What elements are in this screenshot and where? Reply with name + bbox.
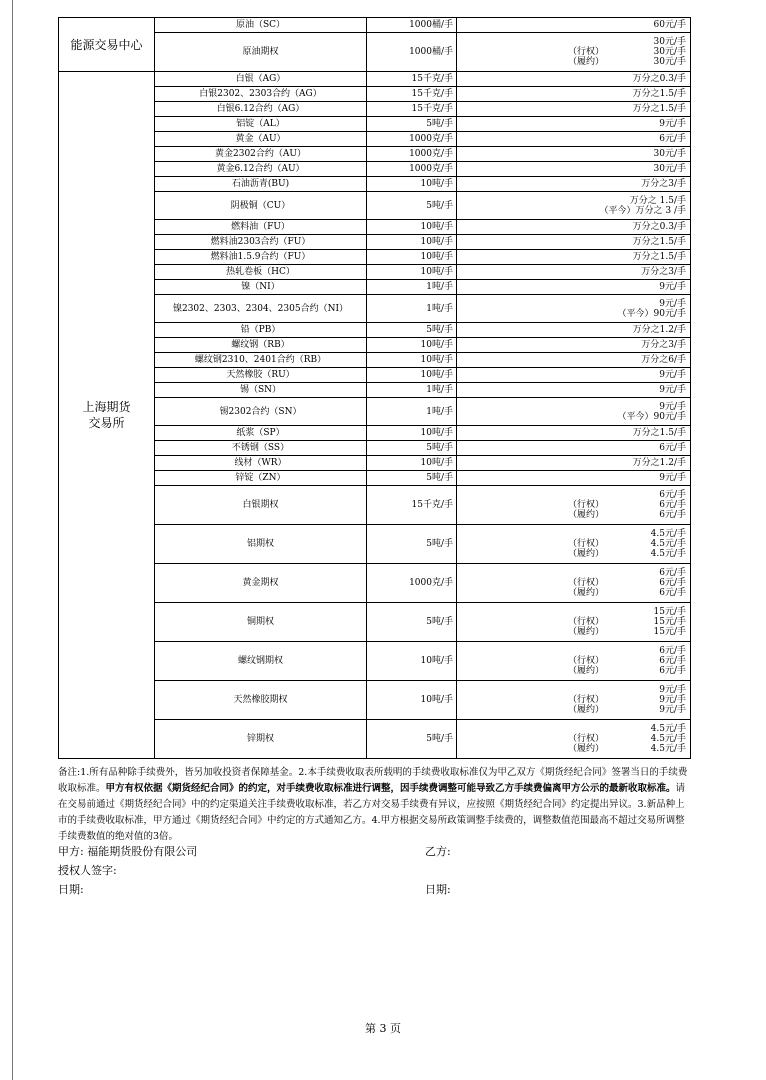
fee-cell <box>457 525 691 564</box>
trading-unit: 5吨/手 <box>367 603 457 642</box>
fee-cell <box>457 564 691 603</box>
trading-unit: 10吨/手 <box>367 338 457 353</box>
fee-cell <box>457 220 691 235</box>
fee-cell <box>457 426 691 441</box>
trading-unit: 15千克/手 <box>367 87 457 102</box>
trading-unit: 1000桶/手 <box>367 33 457 72</box>
fee-table <box>58 17 691 759</box>
product-name: 螺纹钢（RB） <box>155 338 367 353</box>
fee-value: 万分之1.2/手 <box>632 458 686 468</box>
fee-value: 4.5元/手 <box>650 529 686 539</box>
fee-line <box>460 666 686 676</box>
fee-value: 9元/手 <box>659 370 686 380</box>
page-margin-line <box>12 0 13 1080</box>
trading-unit: 10吨/手 <box>367 353 457 368</box>
fee-value: 万分之1.5/手 <box>632 428 686 438</box>
fee-line <box>460 402 686 412</box>
fee-line <box>460 695 686 705</box>
trading-unit: 1000克/手 <box>367 147 457 162</box>
date-b: 日期: <box>425 883 451 896</box>
trading-unit: 1000克/手 <box>367 162 457 177</box>
product-name: 铅（PB） <box>155 323 367 338</box>
fee-tag: （行权） <box>568 617 605 627</box>
fee-value: 9元/手 <box>659 473 686 483</box>
fee-tag: （履约） <box>568 666 605 676</box>
fee-tag: （行权） <box>568 656 605 666</box>
fee-line <box>460 734 686 744</box>
party-a: 甲方: 福能期货股份有限公司 <box>58 845 198 858</box>
fee-cell <box>457 87 691 102</box>
table-row <box>59 72 691 87</box>
fee-line <box>460 57 686 67</box>
fee-cell <box>457 162 691 177</box>
trading-unit: 10吨/手 <box>367 235 457 250</box>
fee-tag: （行权） <box>568 47 605 57</box>
fee-value: 15元/手 <box>653 617 686 627</box>
fee-value: 万分之 1.5/手 <box>629 195 686 206</box>
trading-unit: 10吨/手 <box>367 456 457 471</box>
fee-value: 6元/手 <box>659 666 686 676</box>
product-name: 黄金2302合约（AU） <box>155 147 367 162</box>
product-name: 线材（WR） <box>155 456 367 471</box>
fee-value: （平今）90元/手 <box>617 411 686 422</box>
trading-unit: 5吨/手 <box>367 471 457 486</box>
product-name: 原油期权 <box>155 33 367 72</box>
fee-value: 9元/手 <box>659 385 686 395</box>
fee-line <box>460 47 686 57</box>
trading-unit: 5吨/手 <box>367 441 457 456</box>
fee-tag: （行权） <box>568 734 605 744</box>
fee-cell <box>457 603 691 642</box>
product-name: 不锈钢（SS） <box>155 441 367 456</box>
fee-cell <box>457 177 691 192</box>
product-name: 锡2302合约（SN） <box>155 398 367 426</box>
fee-value: 万分之1.5/手 <box>632 252 686 262</box>
fee-value: 6元/手 <box>659 578 686 588</box>
fee-tag: （履约） <box>568 627 605 637</box>
fee-line <box>460 412 686 422</box>
fee-cell <box>457 147 691 162</box>
fee-tag: （履约） <box>568 510 605 520</box>
trading-unit: 1吨/手 <box>367 295 457 323</box>
page-number: 第 3 页 <box>365 1022 401 1035</box>
fee-tag: （履约） <box>568 549 605 559</box>
trading-unit: 15千克/手 <box>367 102 457 117</box>
fee-value: 万分之1.2/手 <box>632 325 686 335</box>
product-name: 白银期权 <box>155 486 367 525</box>
fee-value: 9元/手 <box>659 298 686 309</box>
fee-cell <box>457 471 691 486</box>
trading-unit: 10吨/手 <box>367 681 457 720</box>
product-name: 镍2302、2303、2304、2305合约（NI） <box>155 295 367 323</box>
trading-unit: 5吨/手 <box>367 117 457 132</box>
fee-cell <box>457 441 691 456</box>
remarks <box>58 765 690 845</box>
fee-tag: （行权） <box>568 500 605 510</box>
product-name: 燃料油1.5.9合约（FU） <box>155 250 367 265</box>
fee-value: 6元/手 <box>659 588 686 598</box>
fee-value: 万分之3/手 <box>641 267 686 277</box>
trading-unit: 1吨/手 <box>367 398 457 426</box>
fee-value: 30元/手 <box>653 57 686 67</box>
fee-cell <box>457 235 691 250</box>
fee-line <box>460 607 686 617</box>
fee-tag: （行权） <box>568 578 605 588</box>
product-name: 锡（SN） <box>155 383 367 398</box>
fee-cell <box>457 486 691 525</box>
fee-value: 万分之1.5/手 <box>632 89 686 99</box>
product-name: 燃料油2303合约（FU） <box>155 235 367 250</box>
fee-value: 万分之0.3/手 <box>632 74 686 84</box>
fee-cell <box>457 383 691 398</box>
fee-value: 6元/手 <box>659 510 686 520</box>
product-name: 天然橡胶期权 <box>155 681 367 720</box>
exchange-energy: 能源交易中心 <box>59 18 155 72</box>
fee-line <box>460 490 686 500</box>
fee-line <box>460 646 686 656</box>
trading-unit: 10吨/手 <box>367 642 457 681</box>
fee-cell <box>457 681 691 720</box>
fee-tag: （行权） <box>568 539 605 549</box>
fee-tag: （履约） <box>568 744 605 754</box>
fee-line <box>460 500 686 510</box>
fee-line <box>460 37 686 47</box>
fee-value: 60元/手 <box>653 20 686 30</box>
fee-line <box>460 196 686 206</box>
fee-line <box>460 685 686 695</box>
product-name: 铝锭（AL） <box>155 117 367 132</box>
product-name: 白银（AG） <box>155 72 367 87</box>
trading-unit: 10吨/手 <box>367 265 457 280</box>
fee-tag: （履约） <box>568 588 605 598</box>
product-name: 白银6.12合约（AG） <box>155 102 367 117</box>
fee-line <box>460 617 686 627</box>
trading-unit: 1吨/手 <box>367 383 457 398</box>
fee-cell <box>457 642 691 681</box>
fee-value: 万分之1.5/手 <box>632 104 686 114</box>
fee-value: 4.5元/手 <box>650 744 686 754</box>
fee-value: 6元/手 <box>659 134 686 144</box>
trading-unit: 15千克/手 <box>367 72 457 87</box>
product-name: 阴极铜（CU） <box>155 192 367 220</box>
fee-value: （平今）90元/手 <box>617 308 686 319</box>
product-name: 镍（NI） <box>155 280 367 295</box>
fee-line <box>460 724 686 734</box>
fee-value: 6元/手 <box>659 656 686 666</box>
fee-line <box>460 578 686 588</box>
fee-value: 6元/手 <box>659 490 686 500</box>
fee-line <box>460 627 686 637</box>
fee-line <box>460 656 686 666</box>
fee-line <box>460 744 686 754</box>
fee-value: 6元/手 <box>659 646 686 656</box>
fee-cell <box>457 265 691 280</box>
fee-line <box>460 206 686 216</box>
fee-cell <box>457 132 691 147</box>
fee-cell <box>457 398 691 426</box>
fee-value: 15元/手 <box>653 607 686 617</box>
fee-value: 万分之3/手 <box>641 340 686 350</box>
fee-cell <box>457 353 691 368</box>
party-b: 乙方: <box>425 845 451 858</box>
fee-value: 15元/手 <box>653 627 686 637</box>
product-name: 铝期权 <box>155 525 367 564</box>
trading-unit: 10吨/手 <box>367 220 457 235</box>
fee-value: 9元/手 <box>659 119 686 129</box>
fee-tag: （履约） <box>568 705 605 715</box>
product-name: 黄金6.12合约（AU） <box>155 162 367 177</box>
fee-line <box>460 510 686 520</box>
product-name: 燃料油（FU） <box>155 220 367 235</box>
fee-value: 4.5元/手 <box>650 734 686 744</box>
fee-cell <box>457 102 691 117</box>
fee-value: 6元/手 <box>659 443 686 453</box>
trading-unit: 10吨/手 <box>367 426 457 441</box>
fee-line <box>460 539 686 549</box>
trading-unit: 1000桶/手 <box>367 18 457 33</box>
trading-unit: 5吨/手 <box>367 323 457 338</box>
fee-value: 4.5元/手 <box>650 549 686 559</box>
remarks-part1: 备注:1.所有品种除手续费外，皆另加收投资者保障基金。2.本手续费收取表所载明的手续费收取标准仅为甲乙双方《期货经纪合同》签署当日的手续费收取标准。 <box>58 767 688 794</box>
fee-value: 9元/手 <box>659 695 686 705</box>
fee-value: 9元/手 <box>659 282 686 292</box>
date-a: 日期: <box>58 883 84 896</box>
fee-value: 6元/手 <box>659 568 686 578</box>
trading-unit: 1吨/手 <box>367 280 457 295</box>
fee-cell <box>457 368 691 383</box>
fee-cell <box>457 250 691 265</box>
fee-cell <box>457 192 691 220</box>
fee-cell <box>457 456 691 471</box>
fee-cell <box>457 720 691 759</box>
exchange-shanghai: 上海期货交易所 <box>59 72 155 759</box>
fee-value: 万分之6/手 <box>641 355 686 365</box>
fee-line <box>460 549 686 559</box>
trading-unit: 5吨/手 <box>367 720 457 759</box>
product-name: 石油沥青(BU) <box>155 177 367 192</box>
trading-unit: 15千克/手 <box>367 486 457 525</box>
fee-cell <box>457 338 691 353</box>
fee-value: 4.5元/手 <box>650 539 686 549</box>
fee-line <box>460 568 686 578</box>
fee-value: 9元/手 <box>659 685 686 695</box>
fee-value: （平今）万分之 3 /手 <box>599 205 686 216</box>
trading-unit: 5吨/手 <box>367 192 457 220</box>
authorized-signature: 授权人签字: <box>58 864 117 877</box>
fee-cell <box>457 72 691 87</box>
product-name: 黄金期权 <box>155 564 367 603</box>
product-name: 原油（SC） <box>155 18 367 33</box>
fee-value: 30元/手 <box>653 47 686 57</box>
fee-tag: （履约） <box>568 57 605 67</box>
fee-cell <box>457 323 691 338</box>
trading-unit: 5吨/手 <box>367 525 457 564</box>
fee-tag: （行权） <box>568 695 605 705</box>
fee-value: 9元/手 <box>659 705 686 715</box>
fee-line <box>460 588 686 598</box>
fee-cell <box>457 33 691 72</box>
product-name: 热轧卷板（HC） <box>155 265 367 280</box>
fee-cell <box>457 280 691 295</box>
fee-line <box>460 705 686 715</box>
fee-value: 30元/手 <box>653 37 686 47</box>
trading-unit: 10吨/手 <box>367 177 457 192</box>
fee-value: 30元/手 <box>653 149 686 159</box>
fee-value: 万分之0.3/手 <box>632 222 686 232</box>
fee-value: 30元/手 <box>653 164 686 174</box>
product-name: 锌锭（ZN） <box>155 471 367 486</box>
fee-line <box>460 309 686 319</box>
remarks-part2: 请在交易前通过《期货经纪合同》中的约定渠道关注手续费收取标准，若乙方对交易手续费有异议，应按照《期货经纪合同》约定提出异议。3.新品种上市的手续费收取标准，甲方通过《期货经纪合同》中约定的方式通知乙方。4.甲方根据交易所政策调整手续费的，调整数值范围最高不超过交易所调整手续费数值的绝对值的3倍。 <box>58 783 686 842</box>
product-name: 螺纹钢期权 <box>155 642 367 681</box>
fee-value: 4.5元/手 <box>650 724 686 734</box>
product-name: 铜期权 <box>155 603 367 642</box>
product-name: 黄金（AU） <box>155 132 367 147</box>
trading-unit: 1000克/手 <box>367 132 457 147</box>
fee-value: 9元/手 <box>659 401 686 412</box>
product-name: 螺纹钢2310、2401合约（RB） <box>155 353 367 368</box>
remarks-bold: 甲方有权依据《期货经纪合同》的约定，对手续费收取标准进行调整，因手续费调整可能导致乙方手续费偏离甲方公示的最新收取标准。 <box>105 783 676 794</box>
fee-cell <box>457 295 691 323</box>
fee-value: 万分之3/手 <box>641 179 686 189</box>
product-name: 天然橡胶（RU） <box>155 368 367 383</box>
trading-unit: 10吨/手 <box>367 368 457 383</box>
fee-line <box>460 529 686 539</box>
product-name: 纸浆（SP） <box>155 426 367 441</box>
product-name: 锌期权 <box>155 720 367 759</box>
table-row <box>59 18 691 33</box>
fee-line <box>460 299 686 309</box>
fee-value: 万分之1.5/手 <box>632 237 686 247</box>
trading-unit: 1000克/手 <box>367 564 457 603</box>
fee-cell <box>457 117 691 132</box>
fee-cell <box>457 18 691 33</box>
fee-value: 6元/手 <box>659 500 686 510</box>
product-name: 白银2302、2303合约（AG） <box>155 87 367 102</box>
trading-unit: 10吨/手 <box>367 250 457 265</box>
